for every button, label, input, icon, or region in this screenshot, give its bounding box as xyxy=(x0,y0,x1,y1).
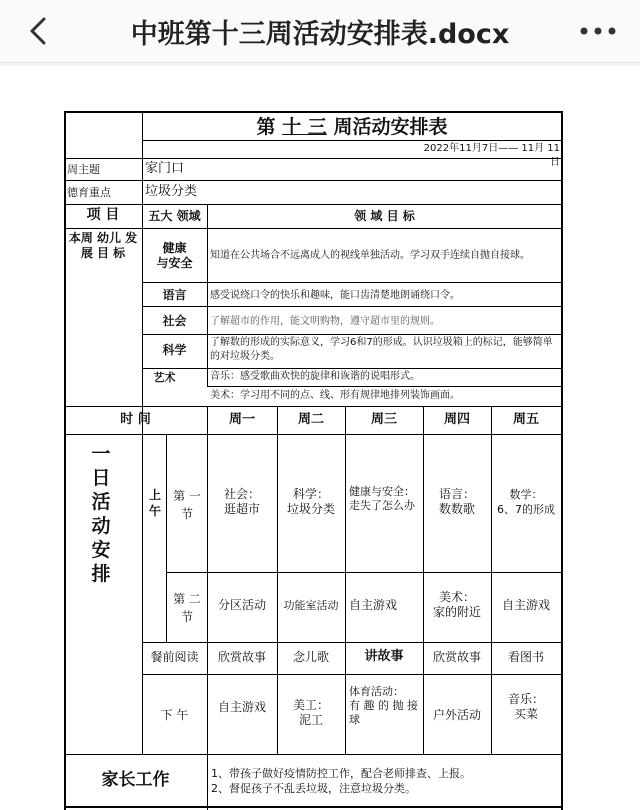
afternoon-activity: 美工： 泥工 xyxy=(292,698,329,727)
afternoon-label: 下 午 xyxy=(160,708,189,722)
goal-field: 语言 xyxy=(162,288,187,302)
goal-field: 社会 xyxy=(162,314,187,328)
document-heading: 第 十 三 周活动安排表 xyxy=(256,116,448,138)
period1-activity: 语言： 数数歌 xyxy=(438,487,475,516)
document-page xyxy=(0,66,640,810)
date-range: 2022年11月7日—— 11月 11日 xyxy=(423,143,560,168)
goal-text: 美术：学习用不同的点、线、形有规律地排列装饰画面。 xyxy=(210,390,460,401)
column-header-item: 项 目 xyxy=(86,207,120,223)
goal-text: 感受说绕口令的快乐和趣味，能口齿清楚地朗诵绕口令。 xyxy=(210,290,460,301)
day-header: 周二 xyxy=(297,412,324,427)
reading-activity: 欣赏故事 xyxy=(217,650,266,664)
day-header: 周三 xyxy=(370,412,397,427)
goal-text: 了解超市的作用，能文明购物，遵守超市里的规则。 xyxy=(210,316,440,327)
goal-field: 艺术 xyxy=(153,371,176,384)
period1-label: 第 一 节 xyxy=(173,489,201,521)
day-header: 周一 xyxy=(228,412,255,427)
reading-activity: 念儿歌 xyxy=(292,650,329,664)
period2-activity: 自主游戏 xyxy=(349,598,398,612)
moral-label: 德育重点 xyxy=(67,186,111,199)
goals-label: 本周 幼儿 发展 目 标 xyxy=(68,231,138,260)
period1-activity: 健康与安全： 走失了怎么办 xyxy=(349,485,415,512)
parent-work-item: 2、督促孩子不乱丢垃圾，注意垃圾分类。 xyxy=(211,782,416,795)
morning-label: 上午 xyxy=(148,488,161,518)
period2-activity: 功能室活动 xyxy=(283,599,339,612)
afternoon-activity: 自主游戏 xyxy=(217,700,266,714)
reading-label: 餐前阅读 xyxy=(150,650,199,664)
column-header-field: 五大 领域 xyxy=(148,209,201,223)
day-header: 周五 xyxy=(512,412,539,427)
time-header: 时 间 xyxy=(120,412,151,427)
afternoon-activity: 体育活动： 有 趣 的 抛 接 球 xyxy=(349,685,418,726)
theme-label: 周主题 xyxy=(67,163,100,176)
parent-work-item: 1、带孩子做好疫情防控工作，配合老师排查、上报。 xyxy=(211,767,471,780)
theme-value: 家门口 xyxy=(145,161,185,176)
period1-activity: 数学： 6、7的形成 xyxy=(497,488,555,516)
afternoon-activity: 户外活动 xyxy=(432,708,481,722)
period2-activity: 美术： 家的附近 xyxy=(432,590,481,619)
goal-field: 科学 xyxy=(162,343,187,357)
period1-activity: 社会： 逛超市 xyxy=(223,487,260,516)
period2-activity: 分区活动 xyxy=(217,598,266,612)
goal-field: 健康 与安全 xyxy=(156,241,193,270)
document-title: 中班第十三周活动安排表.docx xyxy=(130,19,510,50)
day-header: 周四 xyxy=(443,412,470,427)
back-arrow-icon[interactable] xyxy=(22,14,56,48)
afternoon-activity: 音乐： 买菜 xyxy=(507,692,544,721)
goal-text: 了解数的形成的实际意义，学习6和7的形成。认识垃圾箱上的标记，能够简单的对垃圾分类。 xyxy=(210,337,553,362)
goal-text: 音乐：感受歌曲欢快的旋律和诙谐的说唱形式。 xyxy=(210,371,420,382)
moral-value: 垃圾分类 xyxy=(145,184,198,199)
period1-activity: 科学： 垃圾分类 xyxy=(286,487,335,516)
reading-activity: 看图书 xyxy=(507,650,544,664)
period2-activity: 自主游戏 xyxy=(501,598,550,612)
period2-label: 第 二 节 xyxy=(173,592,201,624)
daily-schedule-label: 一日活动安排 xyxy=(91,443,111,585)
goal-text: 知道在公共场合不远离成人的视线单独活动。学习双手连续自抛自接球。 xyxy=(210,250,530,261)
more-dots-icon[interactable] xyxy=(576,14,620,48)
reading-activity: 讲故事 xyxy=(364,649,404,664)
column-header-goal: 领 域 目 标 xyxy=(354,209,415,223)
reading-activity: 欣赏故事 xyxy=(432,650,481,664)
parent-work-label: 家长工作 xyxy=(101,770,170,790)
top-navigation-bar xyxy=(0,0,640,63)
